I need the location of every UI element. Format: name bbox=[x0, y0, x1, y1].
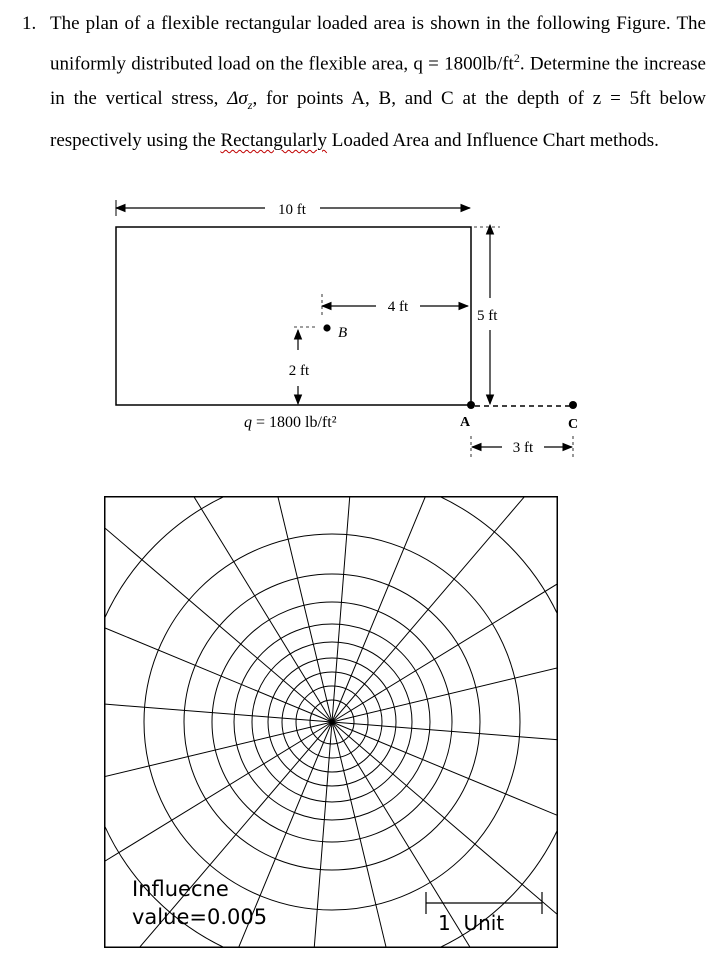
dim-3ft-label: 3 ft bbox=[512, 440, 534, 456]
point-a-dot bbox=[467, 401, 475, 409]
misspelled-word: Rectangularly bbox=[220, 130, 328, 152]
point-b-dot bbox=[323, 324, 330, 331]
influence-radial-13 bbox=[104, 496, 332, 722]
dim-5ft-label: 5 ft bbox=[477, 308, 498, 324]
point-b-label: B bbox=[338, 325, 348, 341]
influence-radial-12 bbox=[104, 496, 332, 722]
dim-10ft-label: 10 ft bbox=[278, 202, 306, 218]
influence-label-line1: Influecne bbox=[132, 877, 229, 901]
point-c-label: C bbox=[568, 417, 579, 432]
plan-figure bbox=[0, 0, 718, 470]
influence-radial-14 bbox=[104, 496, 332, 722]
influence-chart bbox=[104, 496, 558, 948]
influence-label-line2: value=0.005 bbox=[132, 905, 268, 929]
problem-text-part1: The plan of a flexible rectangular loaded area is shown in the following Figure. The uniformly distributed load on the flexible area, q = 1800lb/ft bbox=[50, 13, 706, 75]
influence-radial-17 bbox=[332, 496, 558, 722]
load-symbol: q bbox=[244, 414, 252, 431]
stress-subscript: z bbox=[247, 98, 253, 113]
scale-bar-label: 1 Unit bbox=[438, 911, 505, 935]
point-c-dot bbox=[569, 401, 577, 409]
unit-superscript: 2 bbox=[513, 51, 520, 65]
problem-text-part4: Loaded Area and Influence Chart methods. bbox=[327, 130, 659, 152]
dim-4ft-label: 4 ft bbox=[387, 299, 409, 315]
stress-symbol: Δσ bbox=[227, 88, 248, 110]
load-label bbox=[244, 414, 337, 431]
problem-number: 1. bbox=[22, 13, 37, 34]
point-a-label: A bbox=[460, 415, 471, 430]
problem-text-part3: , for points A, B, and C at the depth of z = 5ft below respectively using the bbox=[50, 88, 706, 152]
problem-text-part2: . Determine the increase in the vertical stress, bbox=[50, 53, 706, 110]
influence-radial-18 bbox=[332, 496, 558, 722]
load-value: = 1800 lb/ft² bbox=[252, 414, 337, 431]
influence-radial-19 bbox=[332, 496, 558, 722]
dim-2ft-label: 2 ft bbox=[288, 363, 310, 379]
